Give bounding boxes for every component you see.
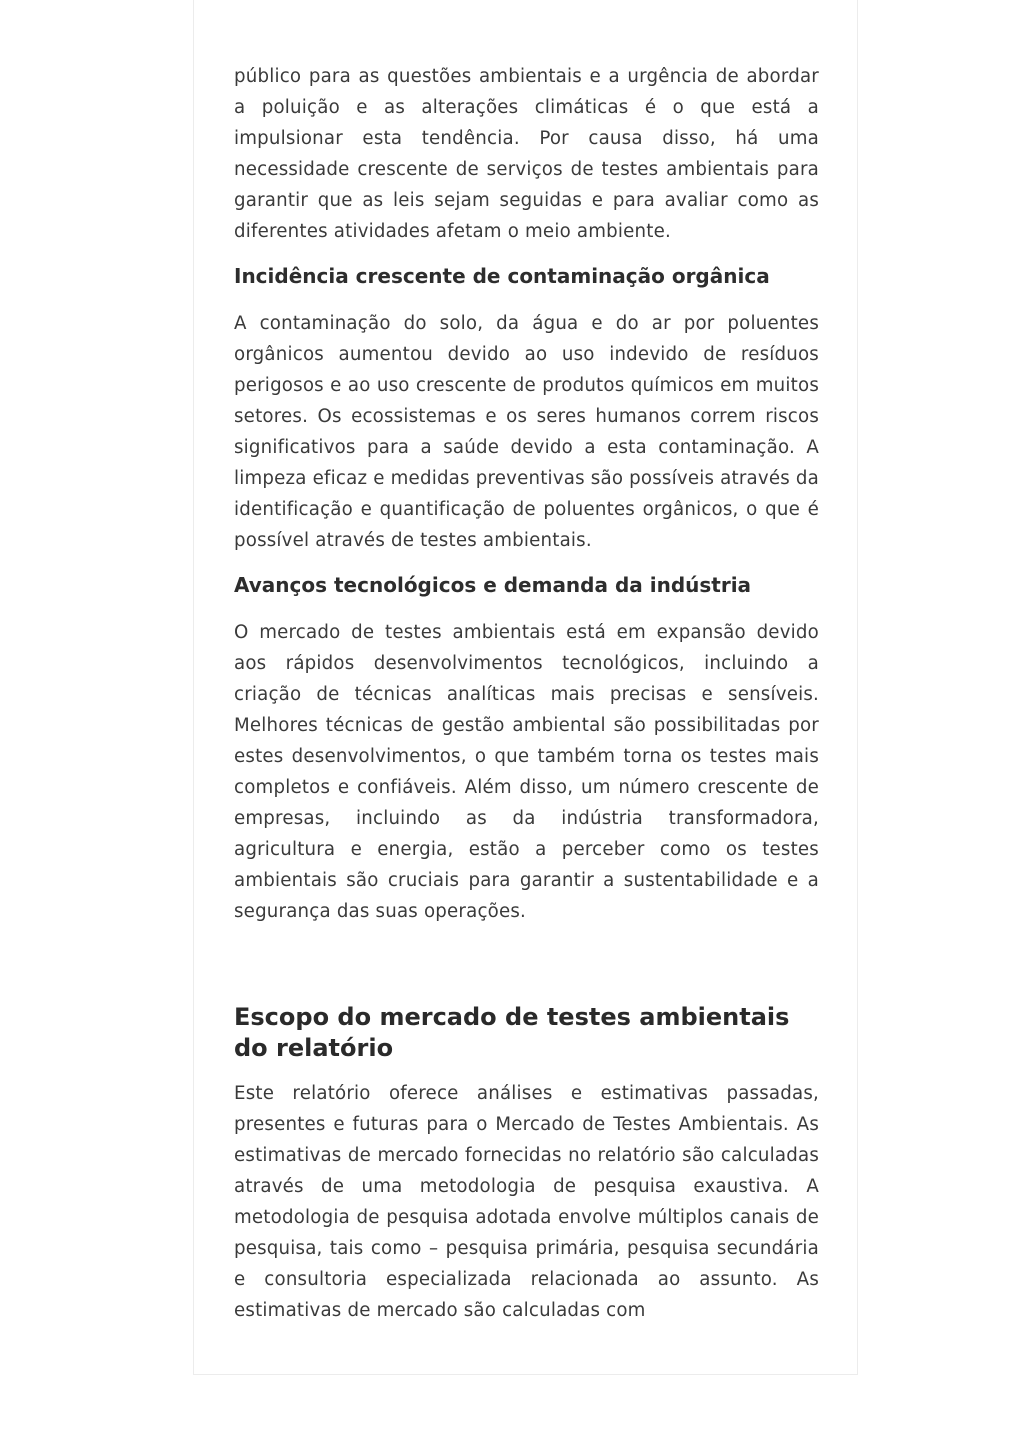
report-scope-heading: Escopo do mercado de testes ambientais do relatório — [234, 1003, 790, 1062]
tech-advances-heading: Avanços tecnológicos e demanda da indústria — [234, 573, 752, 597]
article-card — [193, 0, 858, 1375]
tech-advances-paragraph: O mercado de testes ambientais está em expansão devido aos rápidos desenvolvimentos tecnológicos, incluindo a criação de técnicas analíticas mais precisas e sensíveis. Melhores técnicas de gestão ambiental são possibilitadas por estes desenvolvimentos, o que também torna os testes mais completos e confiáveis. Além disso, um número crescente de empresas, incluindo as da indústria transformadora, agricultura e energia, estão a perceber como os testes ambientais são cruciais para garantir a sustentabilidade e a segurança das suas operações. — [234, 622, 819, 922]
organic-contamination-heading: Incidência crescente de contaminação orgânica — [234, 264, 770, 288]
report-scope-paragraph: Este relatório oferece análises e estimativas passadas, presentes e futuras para o Mercado de Testes Ambientais. As estimativas de mercado fornecidas no relatório são calculadas através de uma metodologia de pesquisa exaustiva. A metodologia de pesquisa adotada envolve múltiplos canais de pesquisa, tais como – pesquisa primária, pesquisa secundária e consultoria especializada relacionada ao assunto. As estimativas de mercado são calculadas com — [234, 1083, 819, 1321]
organic-contamination-paragraph: A contaminação do solo, da água e do ar por poluentes orgânicos aumentou devido ao uso indevido de resíduos perigosos e ao uso crescente de produtos químicos em muitos setores. Os ecossistemas e os seres humanos correm riscos significativos para a saúde devido a esta contaminação. A limpeza eficaz e medidas preventivas são possíveis através da identificação e quantificação de poluentes orgânicos, o que é possível através de testes ambientais. — [234, 313, 819, 551]
intro-paragraph: público para as questões ambientais e a urgência de abordar a poluição e as alterações climáticas é o que está a impulsionar esta tendência. Por causa disso, há uma necessidade crescente de serviços de testes ambientais para garantir que as leis sejam seguidas e para avaliar como as diferentes atividades afetam o meio ambiente. — [234, 66, 819, 242]
article-content — [234, 61, 819, 1338]
